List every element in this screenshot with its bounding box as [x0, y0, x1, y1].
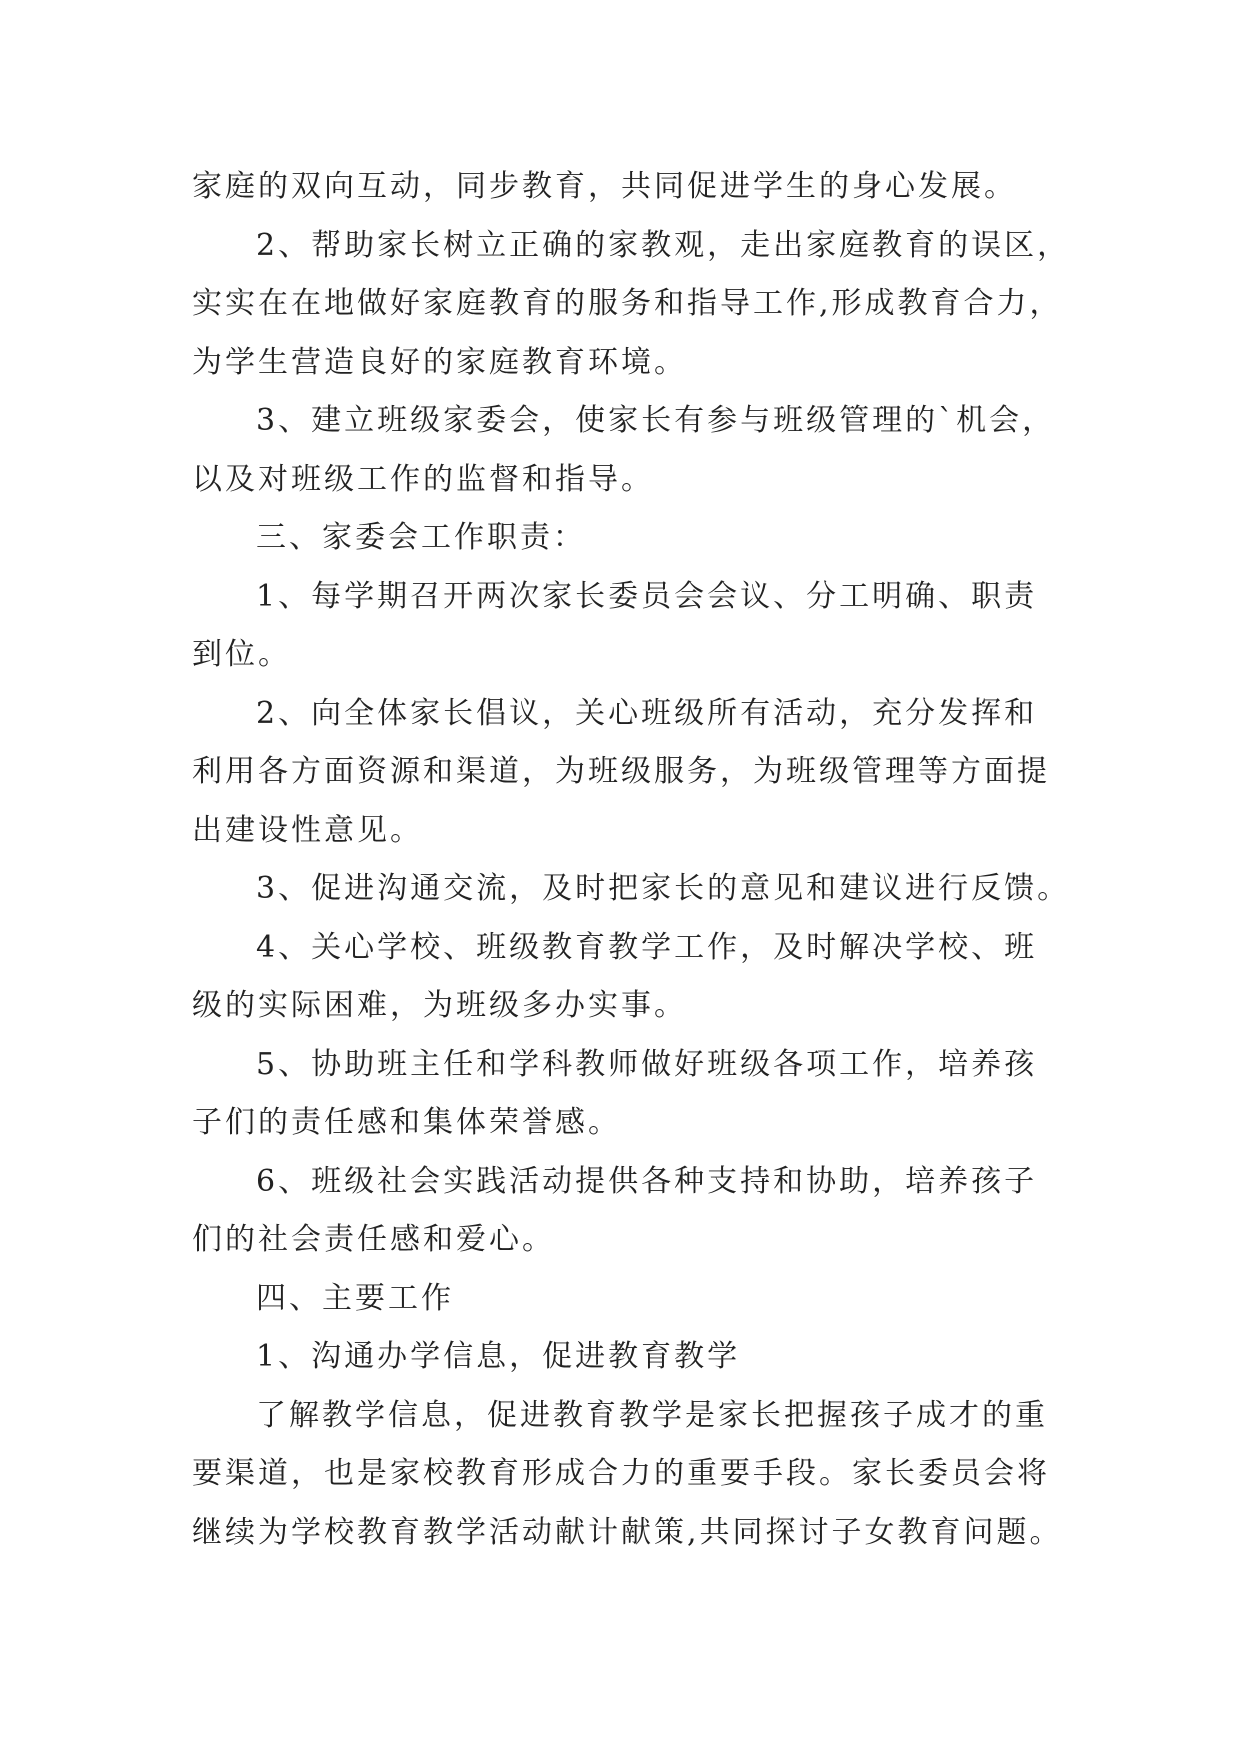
- text-line: 1、每学期召开两次家长委员会会议、分工明确、职责: [256, 578, 1038, 614]
- text-line: 们的社会责任感和爱心。: [192, 1222, 555, 1257]
- text-line: 实实在在地做好家庭教育的服务和指导工作,形成教育合力，: [192, 286, 1063, 321]
- text-line: 要渠道，也是家校教育形成合力的重要手段。家长委员会将: [192, 1456, 1050, 1491]
- text-line: 了解教学信息，促进教育教学是家长把握孩子成才的重: [256, 1397, 1048, 1433]
- text-line: 3、建立班级家委会，使家长有参与班级管理的`机会，: [256, 403, 1056, 438]
- text-line: 6、班级社会实践活动提供各种支持和协助，培养孩子: [256, 1163, 1038, 1199]
- text-line: 以及对班级工作的监督和指导。: [192, 461, 654, 497]
- section-heading: 三、家委会工作职责：: [256, 520, 586, 555]
- text-line: 级的实际困难，为班级多办实事。: [192, 988, 687, 1023]
- subsection-heading: 1、沟通办学信息，促进教育教学: [256, 1339, 741, 1374]
- document-body: [192, 158, 1092, 1562]
- section-heading: 四、主要工作: [256, 1280, 454, 1316]
- text-line: 3、促进沟通交流，及时把家长的意见和建议进行反馈。: [256, 871, 1071, 906]
- text-line: 2、向全体家长倡议，关心班级所有活动，充分发挥和: [256, 695, 1038, 731]
- text-line: 为学生营造良好的家庭教育环境。: [192, 344, 687, 380]
- text-line: 5、协助班主任和学科教师做好班级各项工作，培养孩: [256, 1046, 1038, 1082]
- text-line: 2、帮助家长树立正确的家教观，走出家庭教育的误区，: [256, 227, 1071, 263]
- text-line: 继续为学校教育教学活动献计献策,共同探讨子女教育问题。: [192, 1514, 1063, 1550]
- text-line: 出建设性意见。: [192, 812, 423, 848]
- text-line: 到位。: [192, 637, 291, 672]
- text-line: 家庭的双向互动，同步教育，共同促进学生的身心发展。: [192, 169, 1017, 204]
- text-line: 子们的责任感和集体荣誉感。: [192, 1105, 621, 1140]
- text-line: 4、关心学校、班级教育教学工作，及时解决学校、班: [256, 929, 1038, 965]
- text-line: 利用各方面资源和渠道，为班级服务，为班级管理等方面提: [192, 754, 1050, 789]
